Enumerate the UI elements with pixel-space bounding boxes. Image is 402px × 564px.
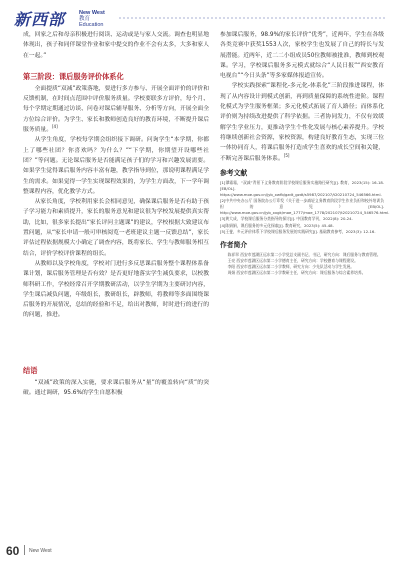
right-column bbox=[220, 30, 390, 276]
paragraph-evaluation-text: 全面提质“双减”政策落地，要进行多方参与、开展全面评价的评价和反馈机制，在时间点范围中评价服务质量。学校要联多方评价，每个月、每个学期定期通过访谈、问卷对课后辅导服务、分析等方向，开展全面全方位综合评价。为学生、家长和教师创造良好的教育环境，不断提升课后服务质量。 bbox=[23, 85, 209, 134]
paragraph-intro-continued: 成，回家之后和母亲积极进行阅读、运动或是与家人交流。调查也明显地体现出，孩子和同伴课堂作业和家中提交的作业不会有太多，大多和家人在一起。” bbox=[23, 32, 209, 59]
section-heading-stage-three: 第三阶段：课后服务评价体系化 bbox=[23, 71, 124, 81]
paragraph-summary-text: 学校实践探索“课程化-多元化-体系化”三阶段推进课程，体现了从内容设计到模式创新，再到质量保障的系统性进阶。课程化模式为学生服务框架；多元化模式拓展了育人路径；而体系化评价则为持续改进提供了科学依据。三者协同发力，不仅有效缓解学生学业压力，更推动学生个性化发展与核心素养提升。学校将继续创新社会资源，家校资源，构建良好教育生态，实现三位一体协同育人，将课后服务打造成学生喜欢的成长空间和关键，不断完善课后服务体系。 bbox=[220, 83, 384, 162]
author-bio-item: 王亮 西安市莲湖区远东第二小学德育主任，研究方向：学校德育与课程建设。 bbox=[227, 257, 358, 263]
footer-divider bbox=[24, 545, 25, 555]
citation-4: [4] bbox=[52, 124, 58, 130]
author-bio-item: 李阳 西安市莲湖区远东第二小学教师，研究方向：少先队活动与学生发展。 bbox=[227, 263, 355, 269]
author-bio-item: 陈祥翠 西安市莲湖区远东第二小学党总支副书记、书记，研究方向：课后服务与教育管理。 bbox=[227, 251, 381, 257]
references-heading: 参考文献 bbox=[220, 168, 248, 177]
paragraph-conclusion-continued: 参加课后服务，98.9%的家长评价“优秀”，近两年，学生在各级各类竞赛中获奖1553人次，家校学生也发展了自己的特长与发展潜能。近两年，近二二小组成员50位教师被批准，教师到校观课。学习，学校课后服务多元模式就综合“人民日报”“西安教育电视台”“今日头条”等多家媒体报道宣传。 bbox=[220, 32, 384, 80]
reference-item: [2]中共中央办公厅 国务院办公厅印发《关于进一步减轻义务教育阶段学生作业负担和校外培训负担的意见》[EB/OL]. http://www.moe.gov.cn/jyb_xxgk/moe_1777/moe_1778/202107/t20210724_546576.html. bbox=[220, 198, 390, 216]
reference-item: [4]陈娟娟，课后服务的多元化探索[J]. 教育研究，2023(5): 45-48. bbox=[220, 222, 334, 228]
magazine-logo-english bbox=[79, 10, 113, 28]
logo-english-subtitle: 教育 Education bbox=[79, 16, 104, 28]
footer-magazine-name: New West bbox=[29, 548, 52, 554]
header-dotted-rule bbox=[118, 17, 386, 19]
page-header bbox=[0, 0, 402, 30]
author-bio-heading: 作者简介 bbox=[220, 240, 248, 249]
reference-item: [3]黄大成，学校课后服务分类指导的探讨[J]. 中国教育学刊，2022(8): 20-24. bbox=[220, 216, 353, 222]
magazine-logo: 新西部 bbox=[14, 10, 66, 29]
paragraph-conclusion: “双减”政策的深入实施，要求课后服务从“量”的覆盖转向“质”的突破。通过调研，95.6%的学生自愿积极 bbox=[23, 379, 209, 397]
paragraph-student-perspective: 从学生角度，学校每学期会组织接下调研。问询学生“本学期，你都上了哪些社团？你喜欢吗？为什么？”“下学期，你期望开设哪些社团？”等问题。无论课后服务是否能满足孩子们的学习和兴趣发展需要。如果学生觉得课后服务内容丰富有趣，教学指导到位，那说明课程满足学生的需求。如果觉得一学生实现课程效果的，为学生方面改，下一学年调整课程内容，优化教学方式。 bbox=[23, 137, 209, 195]
reference-item: [1]谭霜霜，“双减”背景下义务教育阶段学校课后服务实施路径研究[J]. 教育，2023(15): 16-18. [EB/OL]. https://www.moe.gov.cn/jyb_xwfb/gzdt_gzdt/s5987/202107/t20210724_546566.html. bbox=[220, 179, 384, 198]
page-number: 60 bbox=[6, 544, 20, 558]
reference-item: [5]王斐，多元评价体系下学校课后服务发展的实践研究[J]. 基础教育参考，2023(3): 12-16. bbox=[220, 228, 376, 234]
paragraph-summary bbox=[220, 81, 384, 163]
author-bio-list bbox=[220, 252, 384, 276]
paragraph-teacher-perspective: 从教师以及学校角度，学校对门进行多反思课后服务整个课程体系备课计划，课后服务管理是否有效？是否更好地落实学生减负要求，以校教师科研工作，学校经常召开学期教研活动，以学生学期为主要研讨内容，学生课后减负问题，年级组长，教研组长，辟教师，将教师等多面围绕课后服务的开展情况，总结的经验和不足，给出对教师，时时进行的进行的的问题，推进。 bbox=[23, 260, 209, 319]
section-heading-conclusion: 结语 bbox=[23, 365, 38, 375]
paragraph-evaluation-system bbox=[23, 84, 209, 135]
left-column bbox=[23, 30, 209, 398]
page-footer bbox=[0, 540, 402, 564]
logo-english-title: New West bbox=[79, 10, 105, 16]
paragraph-parent-perspective: 从家长角度，学校利用家长会相同意见，确保课后服务是否有助于孩子学习能力和素质提升，家长的服务意见和建议很为学校发展提供真实帮助，比如，很多家长提出“家长评问主题课”的建议，学校根据大致建议布置问题，从“家长申请一般可审核阅览一老班建议主题一反馈总结”，家长评估过程依据规模大小确定了调查内容，既将家长、学生与教师服务相互结合，评价学校评价课程的组长。 bbox=[23, 199, 209, 257]
citation-5: [5] bbox=[283, 152, 290, 158]
references-list bbox=[220, 179, 390, 235]
author-bio-item: 周娟 西安市莲湖区远东第二小学教研主任，研究方向：课后服务与综合素养培养。 bbox=[227, 269, 366, 275]
